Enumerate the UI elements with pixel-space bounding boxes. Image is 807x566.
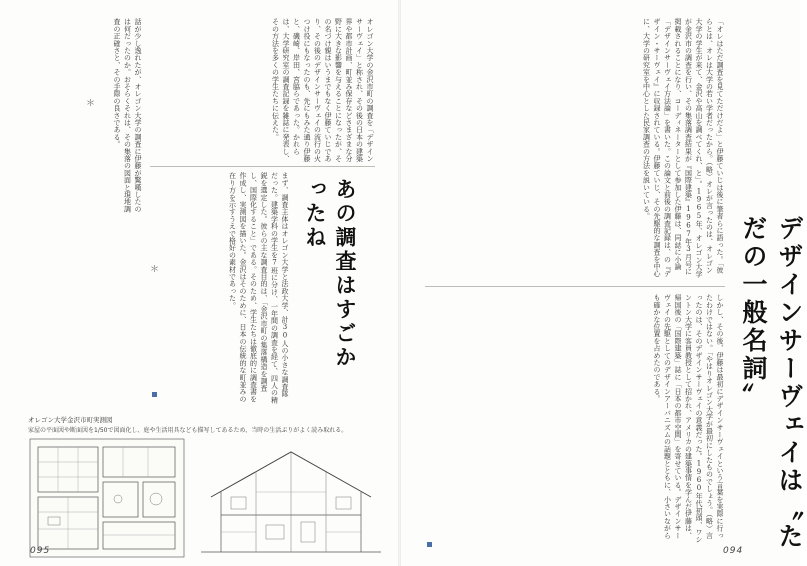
left-rule bbox=[150, 166, 375, 167]
right-column-bottom: しかし、その後、伊藤は最初にデザインサーヴェイという言葉を実際に行ったわけではない。「やはりオレゴン大学が最初にしたものでしょう。（略）言ったのは、そのデザインサーヴェイの意義だった。1960年代初頭、ワシントン大学に客員教授として招かれ、アメリカの建築事情を学んだ伊藤は、帰国後の「国際建築」誌に「日本の都市空間」を寄せている。デザインサーヴェイの先駆としてのデザインアーバニズムの話題とともに、小さいながらも確かな位置を占めたのである。 bbox=[653, 294, 724, 543]
section-marker-left bbox=[152, 392, 157, 397]
section-drawing bbox=[196, 437, 386, 559]
right-rule bbox=[425, 286, 725, 287]
page-number-right: 094 bbox=[723, 546, 744, 556]
left-column-top: オレゴン大学の金沢市町の調査を「デザインサーヴェイ」と称され、その後の日本の建築界や都市計画、町並み保存などさまざまな分野に大きな影響を与えることになったが、その名づけ親はいうまでもなく伊藤ていじであり、その後のデザインサーヴェイの流行の火つけ役にもなったのも、先にもみた通り伊藤と、磯崎、岸田、宮脇らであった。かれらは、大学研究室の調査記録を雑誌に発表し、その方法を多くの学生たちに伝えた。 bbox=[271, 18, 374, 162]
floor-plan-drawing bbox=[28, 437, 186, 559]
right-column-top: 「オレはただ調査を見てただけだよ」と伊藤ていじは後に筆者らに語った。「彼らとは、オレは大学の若い学者だったから。（略）オレが言ったのは、オレゴン大学の学生が来て、金沢や高山を調べてくれ、と」。1965年、オレゴン大学が金沢市の調査を行い、その集落調査結果が『国際建築』1967年3月号に掲載されることになり、コーディネーターとして参加した伊藤は、同誌に小論「デザインサーヴェイ方法論」を書いた。この論文と前後の調査記録は、の『デザイン・サーヴェイ』に収録されている。伊藤ていじ、その先駆的な調査を中心に、大学の研究室を中心とした民家調査の方法を説いている。 bbox=[642, 18, 724, 278]
figure-caption-text: 家屋の平面図や断面図を1/50で図面化し、庭や生活用具なども描写してあるため、当時の生活ぶりがよく読み取れる。 bbox=[28, 427, 348, 434]
left-column-far: 話が少し逸れたが、オレゴン大学の調査に伊藤が驚嘆したのは何だったのか。おそらくそれは、その集落の図面と現地調査の正確さと、その手際の良さである。 bbox=[113, 18, 142, 213]
left-column-bottom: まず、調査主体はオレゴン大学と法政大学、計30人の小さな調査隊だった。建築学科の学生を7班に分け、一年間の調査を経て、四人の精鋭を選定した。彼らの主な調査目的は、「金沢市町の集落構造を調査し、国際化すること」である。そのため、学生たちは徹底的に調査書を作成し、実測図を描いた。金沢はそのために、日本の伝統的な町並みの在り方を示すうえで格好の素材であった。 bbox=[228, 172, 289, 404]
figure-caption-title: オレゴン大学金沢市町実測図 bbox=[28, 416, 113, 424]
asterisk-divider: ＊ bbox=[86, 99, 96, 109]
right-page-title: デザインサーヴェイは〝ただの一般名詞〟 bbox=[739, 215, 804, 551]
section-marker bbox=[427, 542, 432, 547]
asterisk-divider-2: ＊ bbox=[150, 265, 160, 275]
left-page-title: あの調査はすごかったね bbox=[303, 178, 357, 370]
page-number-left: 095 bbox=[30, 546, 51, 556]
